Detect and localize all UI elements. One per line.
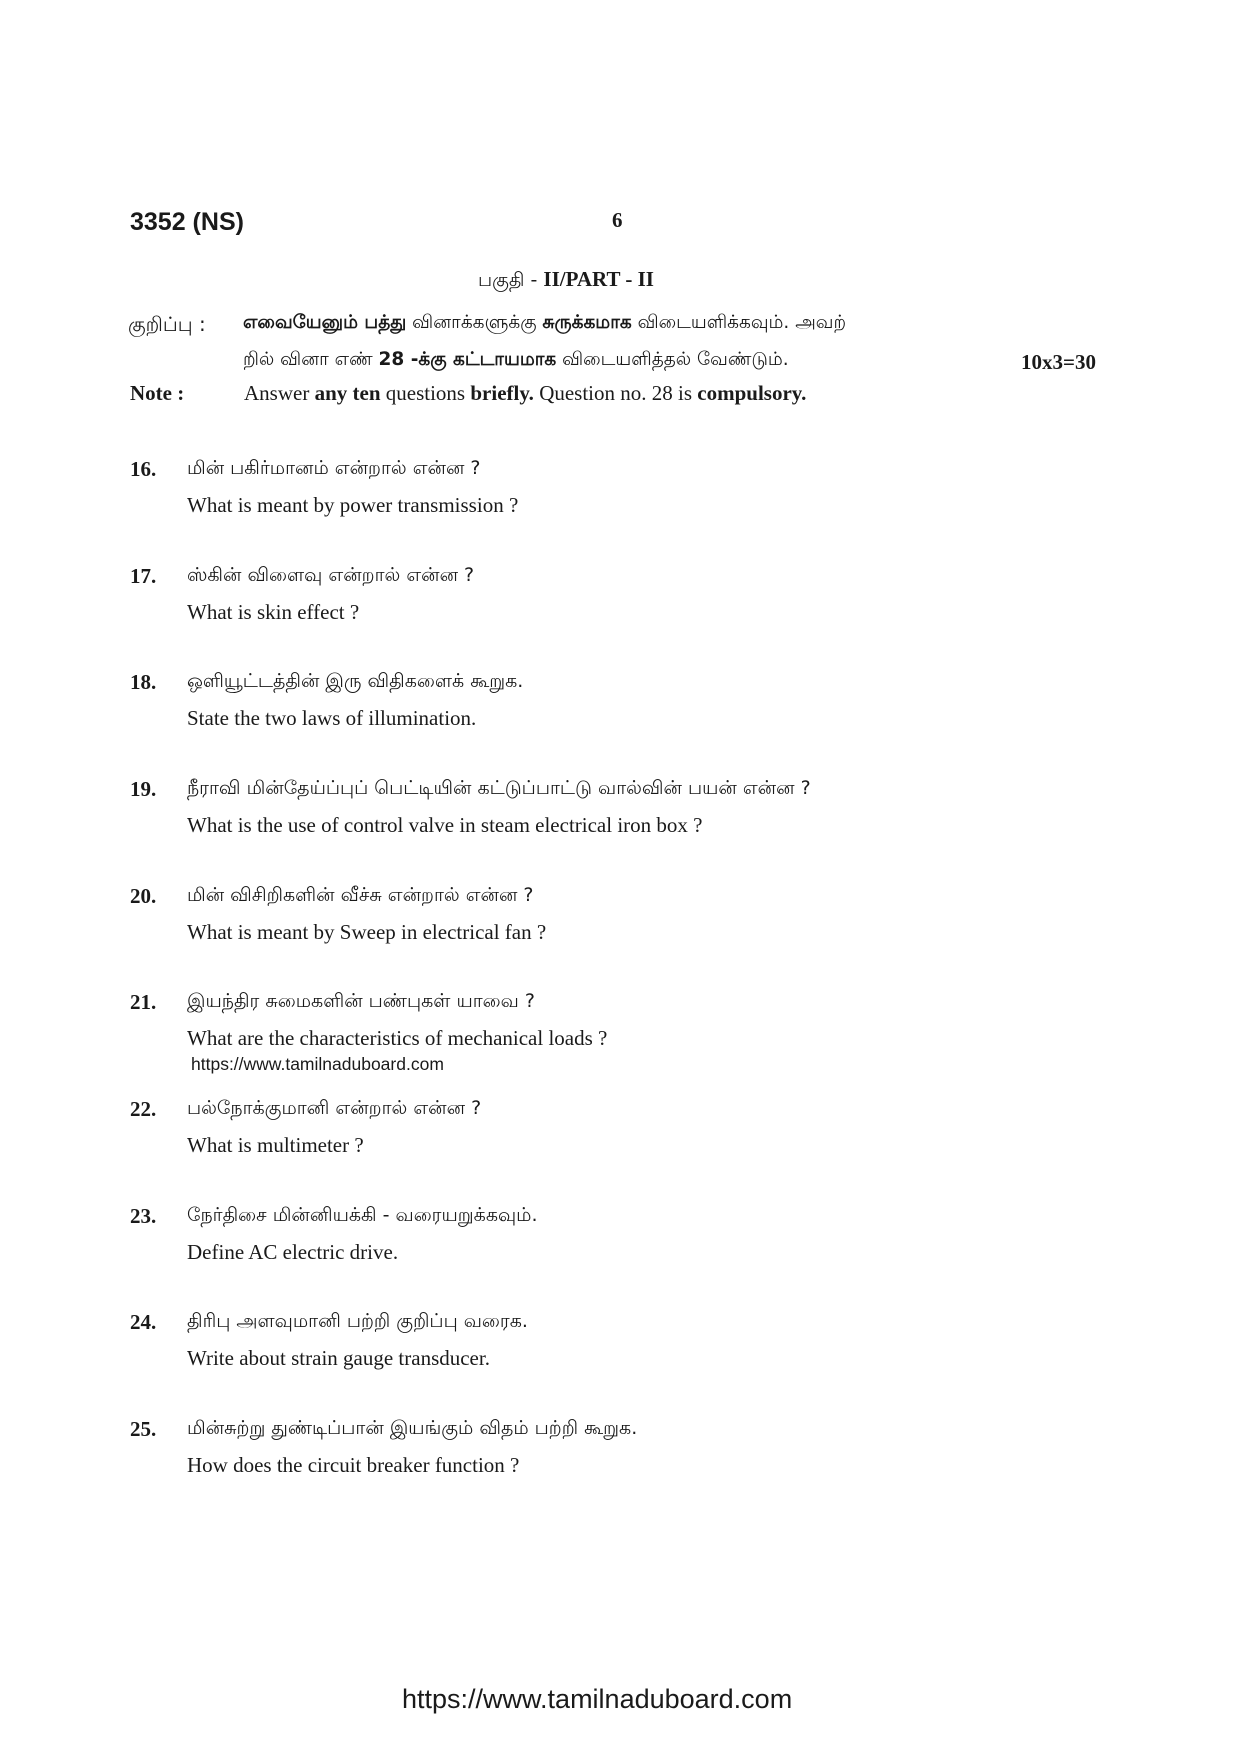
question-number: 22. bbox=[130, 1097, 157, 1121]
question-number: 24. bbox=[130, 1310, 157, 1334]
note-en-emph-3: compulsory. bbox=[697, 381, 807, 405]
question-tamil: ஒளியூட்டத்தின் இரு விதிகளைக் கூறுக. bbox=[187, 670, 524, 692]
question-tamil: மின் பகிர்மானம் என்றால் என்ன ? bbox=[187, 457, 481, 479]
question-english: State the two laws of illumination. bbox=[187, 706, 477, 730]
question-english: What is multimeter ? bbox=[187, 1133, 364, 1157]
part-heading bbox=[478, 267, 654, 294]
watermark-url: https://www.tamilnaduboard.com bbox=[191, 1054, 444, 1074]
page-number: 6 bbox=[612, 208, 623, 232]
question-number: 19. bbox=[130, 777, 157, 801]
question-number: 25. bbox=[130, 1417, 157, 1441]
question-english: What is meant by power transmission ? bbox=[187, 493, 519, 517]
part-heading-english: II/PART - II bbox=[543, 267, 654, 291]
note-en-text-3: Question no. 28 is bbox=[533, 381, 698, 405]
note-en-text-1: Answer bbox=[244, 381, 315, 405]
note-tamil-text-4: விடையளித்தல் வேண்டும். bbox=[556, 349, 789, 370]
question-english: Write about strain gauge transducer. bbox=[187, 1346, 490, 1370]
note-en-emph-1: any ten bbox=[314, 381, 381, 405]
question-english: How does the circuit breaker function ? bbox=[187, 1453, 520, 1477]
question-tamil: நீராவி மின்தேய்ப்புப் பெட்டியின் கட்டுப்பாட்டு வால்வின் பயன் என்ன ? bbox=[187, 777, 811, 799]
note-en-emph-2: briefly. bbox=[470, 381, 534, 405]
note-tamil-text-3: றில் வினா எண் bbox=[243, 349, 379, 370]
question-number: 17. bbox=[130, 564, 157, 588]
note-tamil-emph-2: சுருக்கமாக bbox=[542, 312, 632, 333]
note-label-english: Note : bbox=[130, 381, 185, 405]
question-english: What is the use of control valve in steam electrical iron box ? bbox=[187, 813, 703, 837]
note-tamil-line-2 bbox=[243, 349, 789, 372]
question-number: 21. bbox=[130, 990, 157, 1014]
part-heading-tamil: பகுதி - bbox=[478, 269, 544, 291]
note-tamil-line-1 bbox=[243, 312, 846, 335]
note-en-text-2: questions bbox=[380, 381, 471, 405]
note-label-tamil: குறிப்பு : bbox=[128, 312, 206, 336]
note-tamil-emph-1: எவையேனும் பத்து bbox=[243, 312, 407, 333]
question-number: 23. bbox=[130, 1204, 157, 1228]
question-tamil: மின்சுற்று துண்டிப்பான் இயங்கும் விதம் பற்றி கூறுக. bbox=[187, 1417, 638, 1439]
question-english: What are the characteristics of mechanical loads ? bbox=[187, 1026, 608, 1050]
footer-url: https://www.tamilnaduboard.com bbox=[402, 1684, 793, 1714]
question-tamil: இயந்திர சுமைகளின் பண்புகள் யாவை ? bbox=[187, 990, 535, 1012]
marks-allocation: 10x3=30 bbox=[1021, 350, 1096, 374]
question-english: What is skin effect ? bbox=[187, 600, 360, 624]
question-tamil: நேர்திசை மின்னியக்கி - வரையறுக்கவும். bbox=[187, 1204, 538, 1226]
question-number: 16. bbox=[130, 457, 157, 481]
question-number: 20. bbox=[130, 884, 157, 908]
question-number: 18. bbox=[130, 670, 157, 694]
question-tamil: பல்நோக்குமானி என்றால் என்ன ? bbox=[187, 1097, 482, 1119]
question-tamil: மின் விசிறிகளின் வீச்சு என்றால் என்ன ? bbox=[187, 884, 534, 906]
question-english: Define AC electric drive. bbox=[187, 1240, 399, 1264]
paper-code: 3352 (NS) bbox=[130, 208, 244, 236]
note-tamil-text-2: விடையளிக்கவும். அவற் bbox=[631, 312, 847, 333]
question-tamil: ஸ்கின் விளைவு என்றால் என்ன ? bbox=[187, 564, 475, 586]
note-english bbox=[244, 381, 806, 406]
note-tamil-emph-3: 28 -க்கு கட்டாயமாக bbox=[378, 349, 557, 370]
question-english: What is meant by Sweep in electrical fan ? bbox=[187, 920, 547, 944]
note-tamil-text-1: வினாக்களுக்கு bbox=[406, 312, 543, 333]
question-tamil: திரிபு அளவுமானி பற்றி குறிப்பு வரைக. bbox=[187, 1310, 528, 1332]
